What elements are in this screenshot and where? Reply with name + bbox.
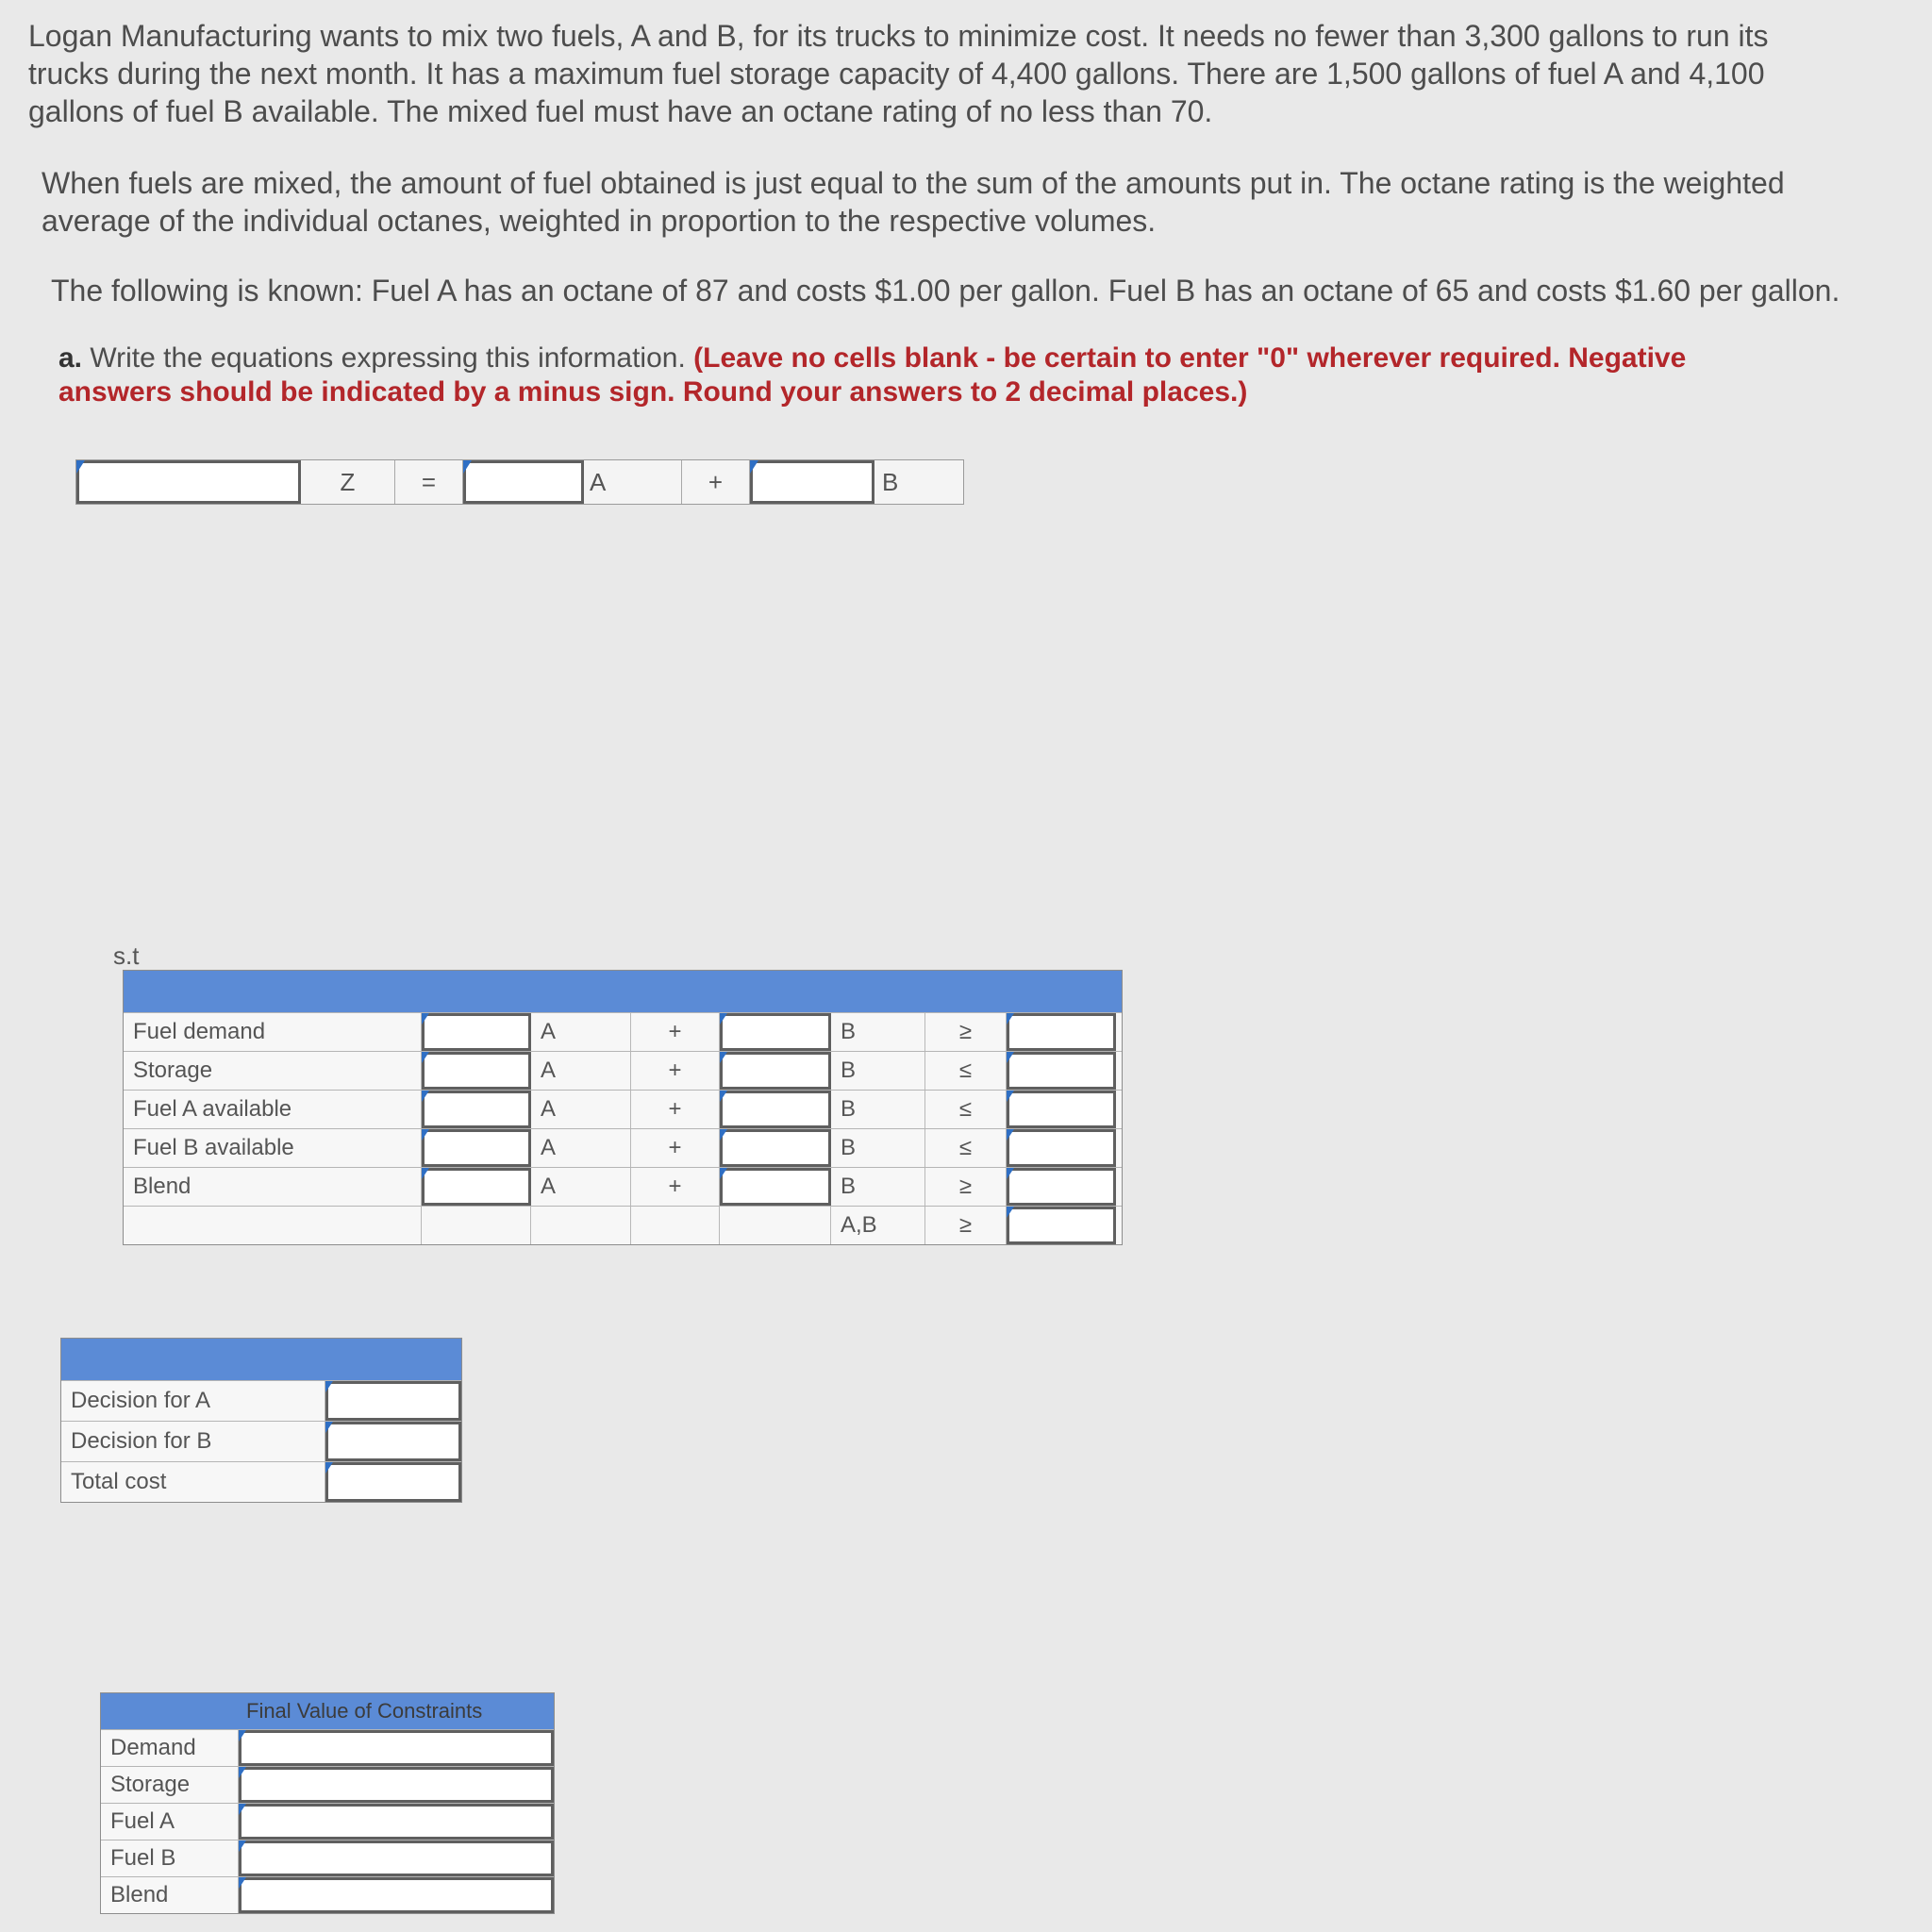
empty-cell bbox=[422, 1207, 531, 1244]
final-value-input[interactable] bbox=[239, 1804, 554, 1840]
rhs-input[interactable] bbox=[1007, 1091, 1116, 1128]
final-values-table bbox=[100, 1692, 555, 1914]
problem-line: average of the individual octanes, weighted in proportion to the respective volumes. bbox=[42, 204, 1157, 238]
coef-a-input[interactable] bbox=[422, 1052, 531, 1090]
final-value-label: Storage bbox=[101, 1767, 239, 1803]
var-a-label: A bbox=[531, 1129, 631, 1167]
decision-b-input[interactable] bbox=[325, 1422, 461, 1461]
var-a-label bbox=[531, 1207, 631, 1244]
rhs-input[interactable] bbox=[1007, 1052, 1116, 1090]
coef-b-input[interactable] bbox=[720, 1052, 831, 1090]
final-values-header bbox=[101, 1693, 554, 1729]
part-a-label: a. bbox=[58, 342, 83, 374]
coef-a-input[interactable] bbox=[422, 1091, 531, 1128]
plus-sign: + bbox=[631, 1129, 720, 1167]
var-b-label: B bbox=[831, 1091, 925, 1128]
problem-line: The following is known: Fuel A has an octane of 87 and costs $1.00 per gallon. Fuel B has an octane of 65 and costs $1.60 per gallon. bbox=[51, 274, 1840, 308]
objective-value-input[interactable] bbox=[76, 460, 301, 504]
var-b-label: B bbox=[831, 1013, 925, 1051]
final-value-label: Fuel B bbox=[101, 1840, 239, 1876]
table-row bbox=[101, 1729, 554, 1766]
decision-table-header bbox=[61, 1339, 461, 1380]
decision-a-input[interactable] bbox=[325, 1381, 461, 1421]
coef-a-input[interactable] bbox=[422, 1168, 531, 1206]
rhs-input[interactable] bbox=[1007, 1129, 1116, 1167]
coef-a-input[interactable] bbox=[422, 1013, 531, 1051]
plus-sign: + bbox=[631, 1168, 720, 1206]
var-b-label: A,B bbox=[831, 1207, 925, 1244]
objective-equals-sign: = bbox=[395, 460, 463, 504]
var-b-label: B bbox=[831, 1052, 925, 1090]
objective-row bbox=[75, 459, 964, 505]
objective-z-label: Z bbox=[301, 460, 395, 504]
table-row bbox=[101, 1840, 554, 1876]
rhs-input[interactable] bbox=[1007, 1207, 1116, 1244]
constraint-name: Blend bbox=[124, 1168, 422, 1206]
constraint-name: Fuel demand bbox=[124, 1013, 422, 1051]
table-row bbox=[124, 1012, 1122, 1051]
var-a-label: A bbox=[531, 1091, 631, 1128]
constraint-name: Storage bbox=[124, 1052, 422, 1090]
problem-paragraph-1 bbox=[28, 17, 1769, 130]
empty-cell bbox=[720, 1207, 831, 1244]
table-row bbox=[61, 1461, 461, 1502]
table-row bbox=[61, 1380, 461, 1421]
coef-b-input[interactable] bbox=[720, 1129, 831, 1167]
inequality-sign: ≥ bbox=[925, 1013, 1007, 1051]
table-row bbox=[124, 1128, 1122, 1167]
coef-b-input[interactable] bbox=[720, 1168, 831, 1206]
objective-plus-sign: + bbox=[682, 460, 750, 504]
constraints-table bbox=[123, 970, 1123, 1245]
table-row bbox=[101, 1803, 554, 1840]
final-value-input[interactable] bbox=[239, 1840, 554, 1876]
final-value-input[interactable] bbox=[239, 1730, 554, 1766]
objective-a-label: A bbox=[584, 460, 682, 504]
var-a-label: A bbox=[531, 1013, 631, 1051]
problem-paragraph-3 bbox=[51, 272, 1840, 309]
constraint-name: Fuel B available bbox=[124, 1129, 422, 1167]
constraint-name: Fuel A available bbox=[124, 1091, 422, 1128]
problem-line: Logan Manufacturing wants to mix two fuels, A and B, for its trucks to minimize cost. It needs no fewer than 3,300 gallons to run its bbox=[28, 19, 1769, 53]
coef-a-input[interactable] bbox=[422, 1129, 531, 1167]
inequality-sign: ≥ bbox=[925, 1207, 1007, 1244]
part-a-warning-2: answers should be indicated by a minus sign. Round your answers to 2 decimal places.) bbox=[58, 376, 1248, 408]
final-value-label: Fuel A bbox=[101, 1804, 239, 1840]
plus-sign: + bbox=[631, 1091, 720, 1128]
problem-paragraph-2 bbox=[42, 164, 1785, 240]
total-cost-input[interactable] bbox=[325, 1462, 461, 1502]
final-value-input[interactable] bbox=[239, 1767, 554, 1803]
part-a-warning: (Leave no cells blank - be certain to enter "0" wherever required. Negative bbox=[693, 342, 1687, 374]
part-a-instructions bbox=[58, 341, 1686, 409]
constraints-table-header bbox=[124, 971, 1122, 1012]
table-row bbox=[124, 1206, 1122, 1244]
objective-coef-b-input[interactable] bbox=[750, 460, 874, 504]
inequality-sign: ≤ bbox=[925, 1052, 1007, 1090]
plus-sign bbox=[631, 1207, 720, 1244]
decision-table bbox=[60, 1338, 462, 1503]
inequality-sign: ≤ bbox=[925, 1091, 1007, 1128]
objective-b-label: B bbox=[882, 467, 899, 496]
decision-label: Total cost bbox=[61, 1462, 325, 1502]
var-a-label: A bbox=[531, 1052, 631, 1090]
inequality-sign: ≥ bbox=[925, 1168, 1007, 1206]
problem-line: trucks during the next month. It has a maximum fuel storage capacity of 4,400 gallons. There are 1,500 gallons of fuel A and 4,100 bbox=[28, 57, 1765, 91]
table-row bbox=[101, 1876, 554, 1913]
decision-label: Decision for A bbox=[61, 1381, 325, 1421]
subject-to-label: s.t bbox=[113, 941, 140, 970]
problem-line: gallons of fuel B available. The mixed fuel must have an octane rating of no less than 70. bbox=[28, 94, 1213, 128]
decision-label: Decision for B bbox=[61, 1422, 325, 1461]
inequality-sign: ≤ bbox=[925, 1129, 1007, 1167]
objective-coef-a-input[interactable] bbox=[463, 460, 584, 504]
table-row bbox=[101, 1766, 554, 1803]
coef-b-input[interactable] bbox=[720, 1091, 831, 1128]
plus-sign: + bbox=[631, 1013, 720, 1051]
problem-line: When fuels are mixed, the amount of fuel obtained is just equal to the sum of the amounts put in. The octane rating is the weighted bbox=[42, 166, 1785, 200]
var-a-label: A bbox=[531, 1168, 631, 1206]
var-b-label: B bbox=[831, 1129, 925, 1167]
rhs-input[interactable] bbox=[1007, 1013, 1116, 1051]
table-row bbox=[61, 1421, 461, 1461]
final-value-label: Demand bbox=[101, 1730, 239, 1766]
var-b-label: B bbox=[831, 1168, 925, 1206]
final-value-label: Blend bbox=[101, 1877, 239, 1913]
final-values-header-label: Final Value of Constraints bbox=[246, 1699, 483, 1723]
part-a-text: Write the equations expressing this information. bbox=[82, 342, 694, 374]
rhs-input[interactable] bbox=[1007, 1168, 1116, 1206]
table-row bbox=[124, 1090, 1122, 1128]
final-value-input[interactable] bbox=[239, 1877, 554, 1913]
table-row bbox=[124, 1051, 1122, 1090]
plus-sign: + bbox=[631, 1052, 720, 1090]
coef-b-input[interactable] bbox=[720, 1013, 831, 1051]
table-row bbox=[124, 1167, 1122, 1206]
constraint-name bbox=[124, 1207, 422, 1244]
final-values-header-blank bbox=[101, 1693, 239, 1729]
